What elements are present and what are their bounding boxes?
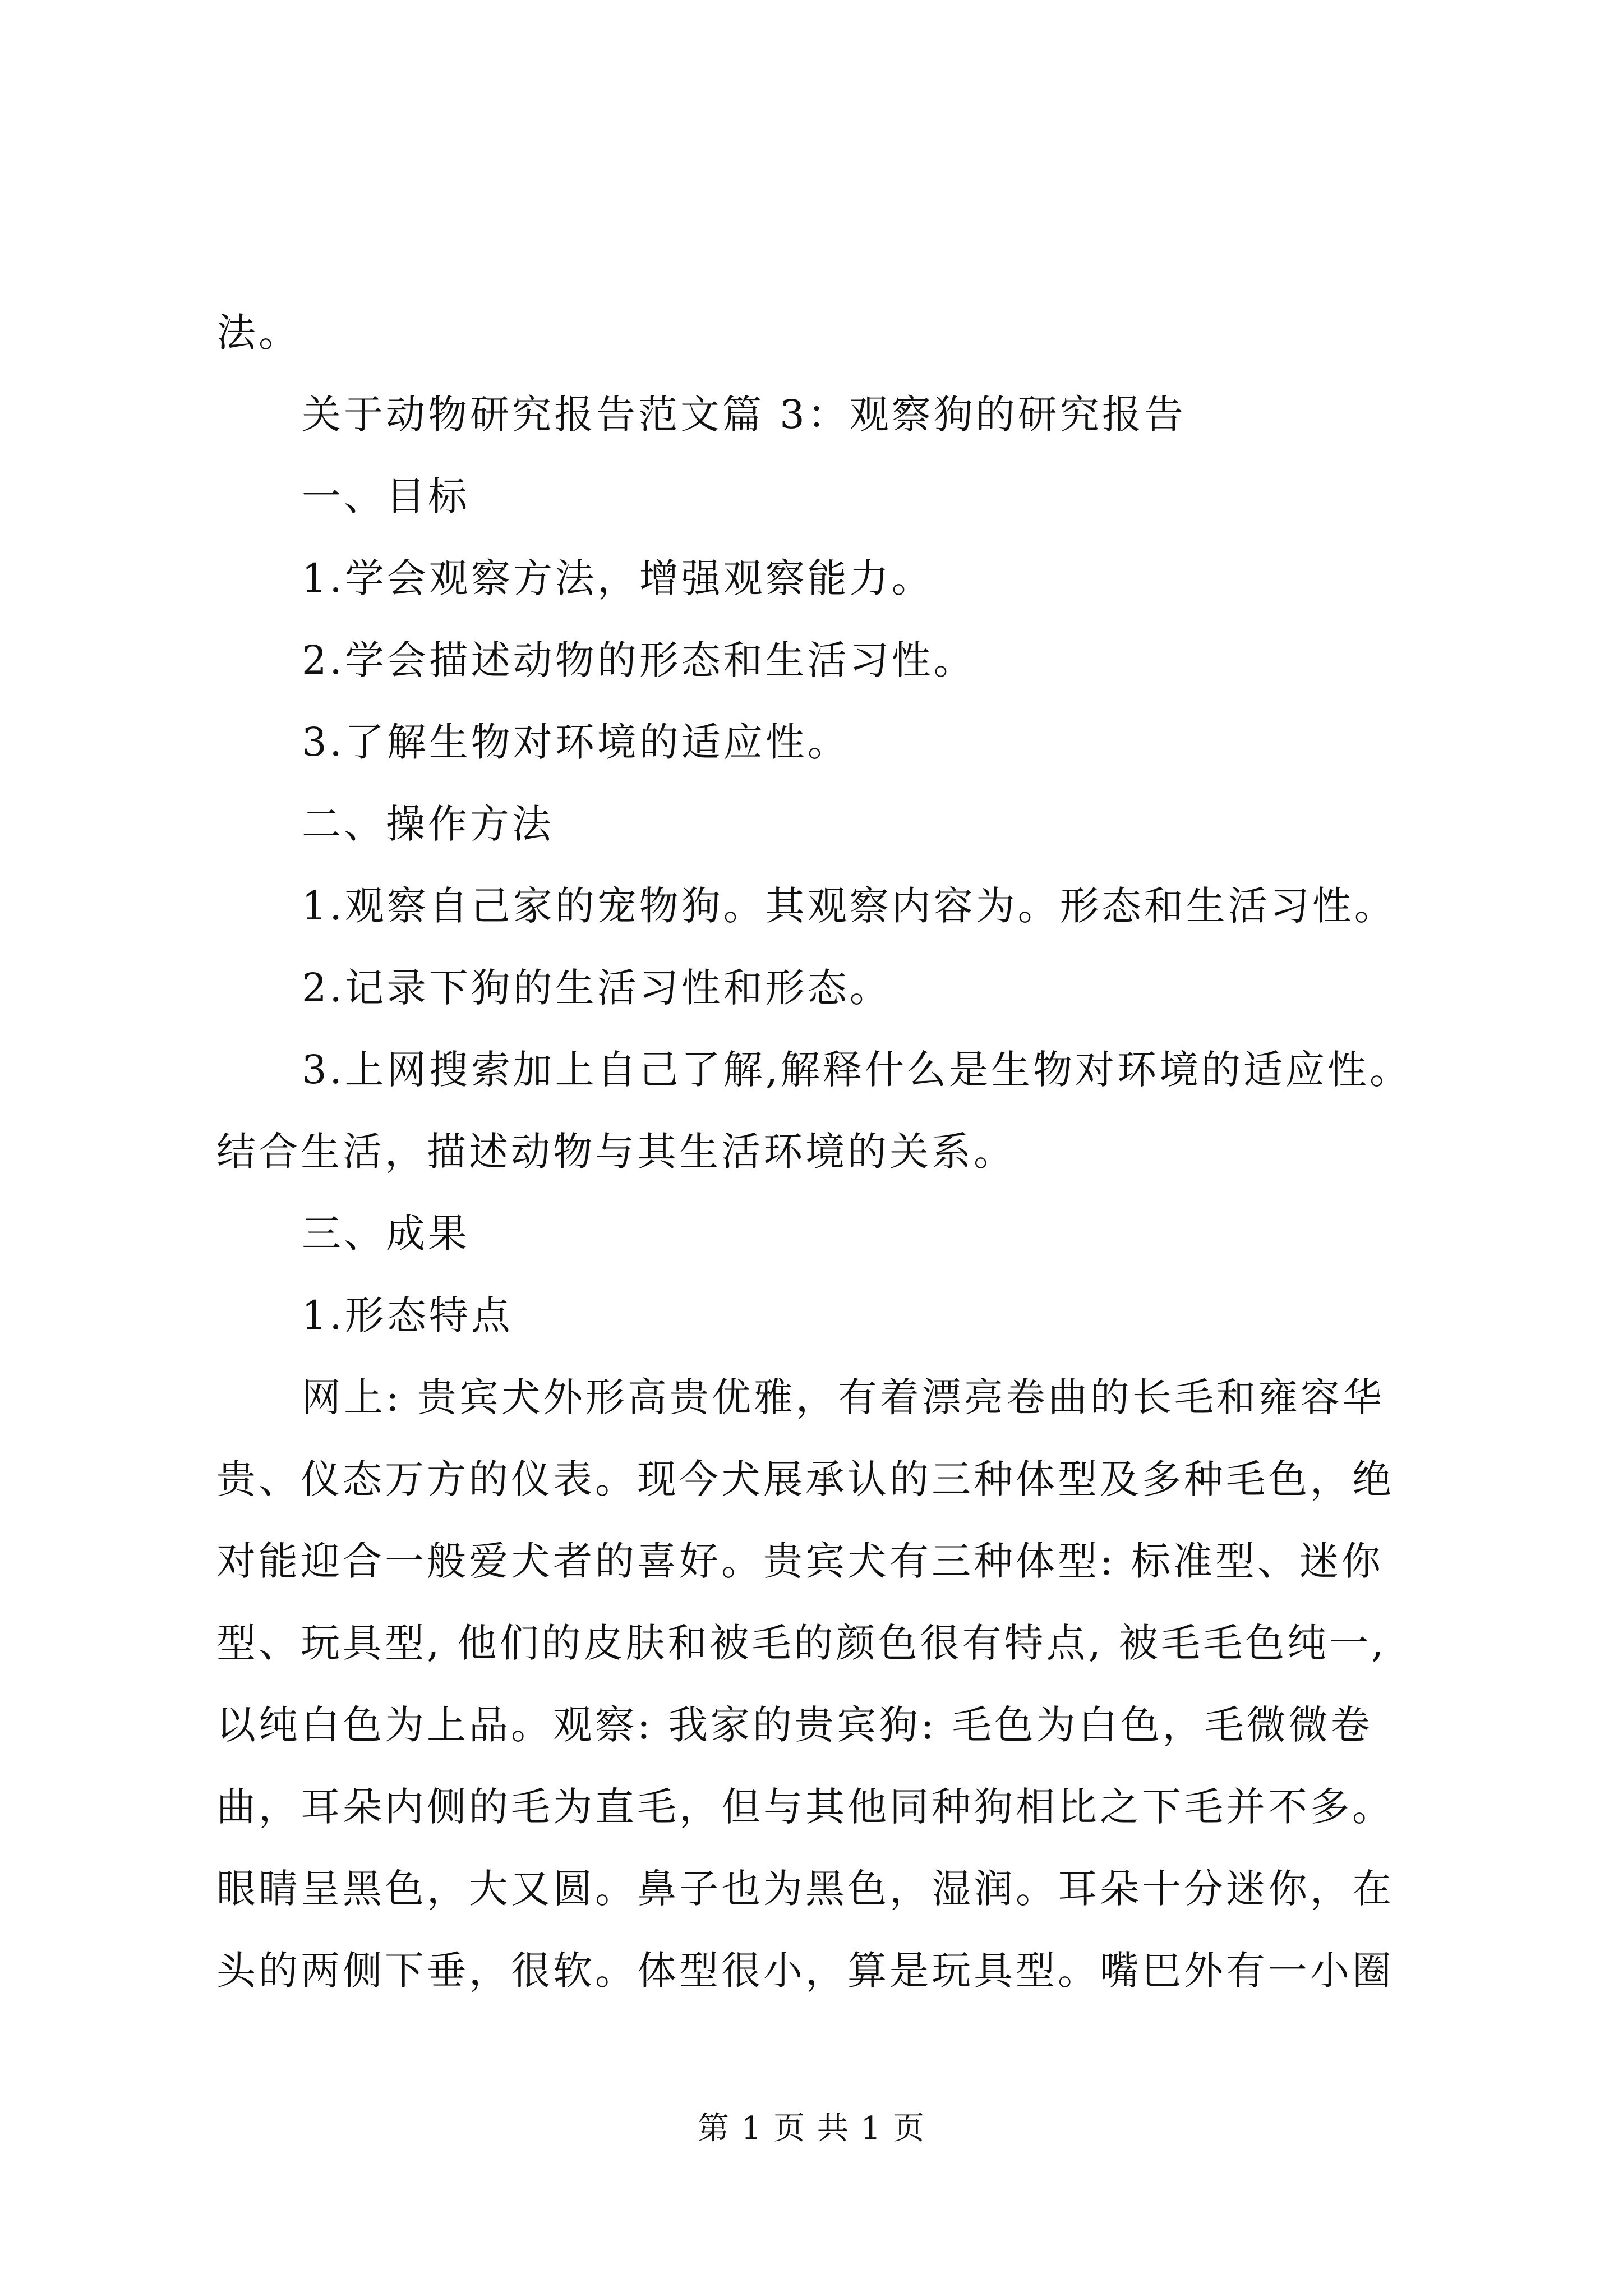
list-item: 3.了解生物对环境的适应性。	[302, 719, 850, 765]
list-item: 1.学会观察方法，增强观察能力。	[302, 555, 934, 601]
section-heading: 一、目标	[302, 473, 470, 519]
list-item: 2.记录下狗的生活习性和形态。	[302, 965, 892, 1011]
list-item: 1.观察自己家的宠物狗。其观察内容为。形态和生活习性。	[302, 883, 1396, 929]
section-heading: 三、成果	[302, 1211, 470, 1257]
paragraph-line: 头的两侧下垂，很软。体型很小，算是玩具型。嘴巴外有一小圈	[216, 1948, 1394, 1994]
document-body	[216, 292, 1439, 2012]
article-title: 关于动物研究报告范文篇 3：观察狗的研究报告	[302, 392, 1186, 438]
page-number-footer: 第 1 页 共 1 页	[697, 2110, 926, 2147]
list-item: 3.上网搜索加上自己了解,解释什么是生物对环境的适应性。	[302, 1047, 1412, 1093]
text-line: 结合生活，描述动物与其生活环境的关系。	[216, 1129, 1016, 1175]
section-heading: 二、操作方法	[302, 801, 554, 847]
paragraph-line: 型、玩具型, 他们的皮肤和被毛的颜色很有特点, 被毛毛色纯一,	[216, 1620, 1387, 1666]
paragraph-line: 对能迎合一般爱犬者的喜好。贵宾犬有三种体型: 标准型、迷你	[216, 1538, 1384, 1584]
paragraph-line: 眼睛呈黑色，大又圆。鼻子也为黑色，湿润。耳朵十分迷你，在	[216, 1866, 1394, 1912]
paragraph-line: 曲，耳朵内侧的毛为直毛，但与其他同种狗相比之下毛并不多。	[216, 1784, 1394, 1830]
sub-heading: 1.形态特点	[302, 1292, 513, 1338]
paragraph-line: 网上: 贵宾犬外形高贵优雅，有着漂亮卷曲的长毛和雍容华	[302, 1374, 1385, 1420]
list-item: 2.学会描述动物的形态和生活习性。	[302, 637, 976, 683]
paragraph-line: 以纯白色为上品。观察: 我家的贵宾狗: 毛色为白色，毛微微卷	[216, 1702, 1373, 1748]
text-line: 法。	[216, 310, 301, 356]
paragraph-line: 贵、仪态万方的仪表。现今犬展承认的三种体型及多种毛色，绝	[216, 1456, 1394, 1502]
